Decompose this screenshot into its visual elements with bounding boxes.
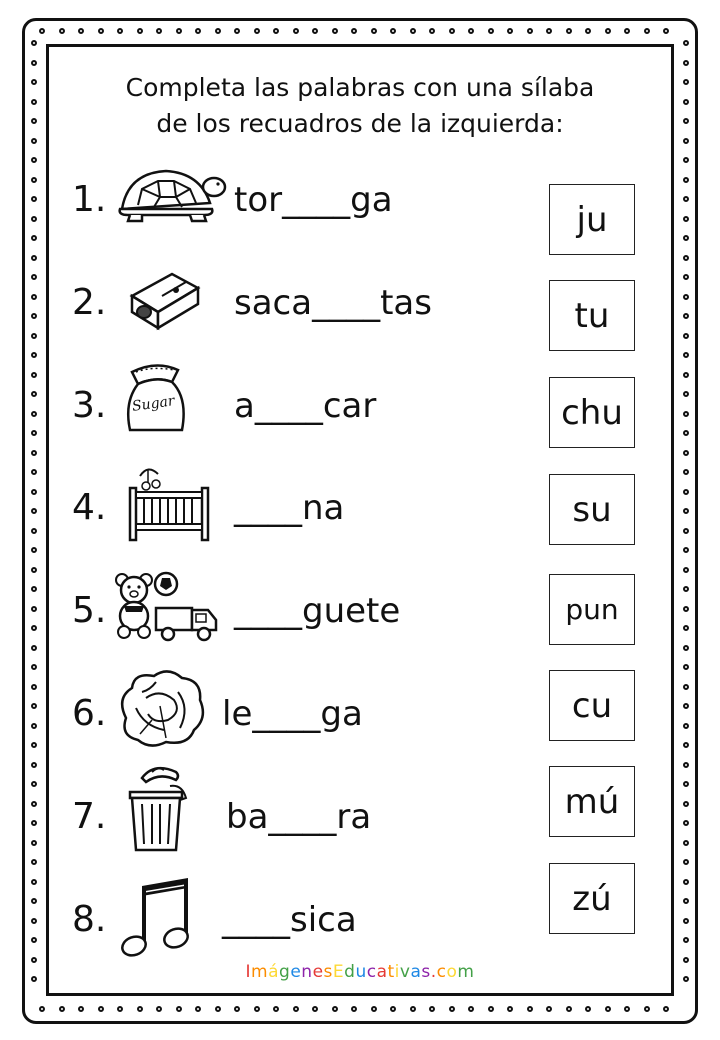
border-dot bbox=[683, 820, 689, 826]
crib-icon bbox=[124, 462, 214, 544]
border-dot bbox=[585, 28, 591, 34]
watermark-letter: t bbox=[387, 962, 395, 982]
watermark-letter: a bbox=[376, 962, 388, 982]
border-dot bbox=[78, 28, 84, 34]
border-dot bbox=[117, 28, 123, 34]
border-dot bbox=[31, 372, 37, 378]
border-dot bbox=[371, 1006, 377, 1012]
border-dot bbox=[31, 742, 37, 748]
border-dot bbox=[31, 489, 37, 495]
border-dot bbox=[410, 1006, 416, 1012]
border-dot bbox=[293, 28, 299, 34]
border-dot bbox=[31, 898, 37, 904]
watermark-letter: n bbox=[301, 962, 313, 982]
border-dot bbox=[332, 28, 338, 34]
border-dot bbox=[31, 430, 37, 436]
border-dot bbox=[585, 1006, 591, 1012]
border-dot bbox=[683, 411, 689, 417]
music-note-icon bbox=[118, 876, 192, 962]
border-dot bbox=[663, 1006, 669, 1012]
border-dot bbox=[683, 742, 689, 748]
border-dot bbox=[39, 1006, 45, 1012]
border-dot bbox=[31, 352, 37, 358]
border-dot bbox=[683, 333, 689, 339]
syllable-box-5: pun bbox=[549, 574, 635, 645]
border-dot bbox=[31, 274, 37, 280]
word-7: ba____ra bbox=[226, 797, 372, 837]
word-3: a____car bbox=[234, 386, 377, 426]
border-dot bbox=[683, 313, 689, 319]
border-dot bbox=[683, 489, 689, 495]
syllable-box-8: zú bbox=[549, 863, 635, 934]
border-dot bbox=[31, 723, 37, 729]
border-dot bbox=[644, 28, 650, 34]
border-dot bbox=[31, 177, 37, 183]
border-dot bbox=[683, 79, 689, 85]
border-dot bbox=[527, 1006, 533, 1012]
border-dot bbox=[566, 1006, 572, 1012]
syllable-box-3: chu bbox=[549, 377, 635, 448]
border-dot bbox=[332, 1006, 338, 1012]
item-number-7: 7. bbox=[72, 796, 107, 837]
border-dot bbox=[31, 60, 37, 66]
item-number-6: 6. bbox=[72, 693, 107, 734]
border-dot bbox=[390, 28, 396, 34]
border-dot bbox=[156, 1006, 162, 1012]
border-dot bbox=[137, 28, 143, 34]
border-dot bbox=[507, 1006, 513, 1012]
border-dot bbox=[31, 937, 37, 943]
border-dot bbox=[683, 879, 689, 885]
word-1: tor____ga bbox=[234, 180, 393, 220]
border-dot bbox=[683, 606, 689, 612]
border-dot bbox=[273, 1006, 279, 1012]
border-dot bbox=[31, 918, 37, 924]
border-dot bbox=[644, 1006, 650, 1012]
border-dot bbox=[176, 1006, 182, 1012]
border-dot bbox=[31, 216, 37, 222]
item-number-8: 8. bbox=[72, 899, 107, 940]
border-dot bbox=[31, 40, 37, 46]
turtle-icon bbox=[114, 165, 226, 223]
border-dot bbox=[683, 762, 689, 768]
watermark-letter: s bbox=[421, 962, 431, 982]
word-6: le____ga bbox=[222, 694, 363, 734]
syllable-box-2: tu bbox=[549, 280, 635, 351]
border-dot bbox=[31, 313, 37, 319]
watermark-letter: . bbox=[430, 962, 437, 982]
border-dot bbox=[683, 840, 689, 846]
border-dot bbox=[683, 118, 689, 124]
border-dot bbox=[31, 586, 37, 592]
border-dot bbox=[215, 28, 221, 34]
border-dot bbox=[488, 28, 494, 34]
border-dot bbox=[429, 1006, 435, 1012]
border-dot bbox=[195, 1006, 201, 1012]
border-dot bbox=[312, 1006, 318, 1012]
border-dot bbox=[31, 567, 37, 573]
border-dot bbox=[683, 274, 689, 280]
border-dot bbox=[683, 216, 689, 222]
border-dot bbox=[31, 664, 37, 670]
border-dot bbox=[31, 450, 37, 456]
border-dot bbox=[683, 469, 689, 475]
border-dot bbox=[31, 528, 37, 534]
border-dot bbox=[176, 28, 182, 34]
border-dot bbox=[468, 1006, 474, 1012]
instruction-line-1: Completa las palabras con una sílaba bbox=[125, 73, 595, 102]
border-dot bbox=[449, 1006, 455, 1012]
item-number-3: 3. bbox=[72, 385, 107, 426]
border-dot bbox=[546, 1006, 552, 1012]
border-dot bbox=[31, 606, 37, 612]
border-dot bbox=[312, 28, 318, 34]
watermark bbox=[200, 962, 520, 982]
border-dot bbox=[31, 879, 37, 885]
syllable-box-4: su bbox=[549, 474, 635, 545]
word-2: saca____tas bbox=[234, 283, 432, 323]
border-dot bbox=[546, 28, 552, 34]
border-dot bbox=[683, 372, 689, 378]
border-dot bbox=[683, 547, 689, 553]
border-dot bbox=[234, 1006, 240, 1012]
border-dot bbox=[254, 1006, 260, 1012]
border-dot bbox=[215, 1006, 221, 1012]
border-dot bbox=[624, 1006, 630, 1012]
word-4: ____na bbox=[234, 488, 345, 528]
border-dot bbox=[31, 976, 37, 982]
border-dot bbox=[624, 28, 630, 34]
border-dot bbox=[683, 352, 689, 358]
border-dot bbox=[31, 547, 37, 553]
border-dot bbox=[156, 28, 162, 34]
border-dot bbox=[31, 157, 37, 163]
border-dot bbox=[78, 1006, 84, 1012]
border-dot bbox=[683, 684, 689, 690]
watermark-letter: i bbox=[394, 962, 400, 982]
border-dot bbox=[31, 99, 37, 105]
border-dot bbox=[683, 898, 689, 904]
border-dot bbox=[683, 625, 689, 631]
border-dot bbox=[31, 411, 37, 417]
border-dot bbox=[605, 1006, 611, 1012]
item-number-1: 1. bbox=[72, 179, 107, 220]
border-dot bbox=[117, 1006, 123, 1012]
sugar-sack-icon bbox=[122, 358, 190, 434]
border-dot bbox=[683, 255, 689, 261]
syllable-box-7: mú bbox=[549, 766, 635, 837]
watermark-letter: c bbox=[366, 962, 377, 982]
border-dot bbox=[683, 99, 689, 105]
border-dot bbox=[351, 28, 357, 34]
border-dot bbox=[59, 1006, 65, 1012]
border-dot bbox=[98, 1006, 104, 1012]
watermark-letter: e bbox=[290, 962, 302, 982]
trash-can-icon bbox=[124, 764, 194, 854]
item-number-5: 5. bbox=[72, 590, 107, 631]
border-dot bbox=[31, 235, 37, 241]
border-dot bbox=[683, 918, 689, 924]
pencil-sharpener-icon bbox=[128, 266, 202, 334]
border-dot bbox=[31, 333, 37, 339]
border-dot bbox=[683, 664, 689, 670]
border-dot bbox=[31, 820, 37, 826]
watermark-letter: m bbox=[251, 962, 269, 982]
border-dot bbox=[39, 28, 45, 34]
border-dot bbox=[31, 684, 37, 690]
border-dot bbox=[31, 469, 37, 475]
border-dot bbox=[683, 450, 689, 456]
watermark-letter: s bbox=[323, 962, 333, 982]
border-dot bbox=[683, 586, 689, 592]
border-dot bbox=[31, 138, 37, 144]
border-dot bbox=[683, 294, 689, 300]
border-dot bbox=[683, 957, 689, 963]
border-dot bbox=[31, 957, 37, 963]
border-dot bbox=[59, 28, 65, 34]
border-dot bbox=[683, 528, 689, 534]
border-dot bbox=[31, 840, 37, 846]
watermark-letter: g bbox=[279, 962, 291, 982]
border-dot bbox=[410, 28, 416, 34]
word-5: ____guete bbox=[234, 591, 401, 631]
item-number-4: 4. bbox=[72, 487, 107, 528]
border-dot bbox=[683, 703, 689, 709]
watermark-letter: u bbox=[355, 962, 367, 982]
toys-icon bbox=[112, 570, 220, 644]
border-dot bbox=[683, 138, 689, 144]
instruction-line-2: de los recuadros de la izquierda: bbox=[156, 109, 564, 138]
border-dot bbox=[293, 1006, 299, 1012]
border-dot bbox=[683, 430, 689, 436]
border-dot bbox=[683, 781, 689, 787]
word-8: ____sica bbox=[222, 900, 357, 940]
sugar-label: Sugar bbox=[131, 393, 176, 415]
border-dot bbox=[31, 508, 37, 514]
border-dot bbox=[683, 60, 689, 66]
border-dot bbox=[31, 762, 37, 768]
border-dot bbox=[351, 1006, 357, 1012]
watermark-letter: d bbox=[344, 962, 356, 982]
border-dot bbox=[683, 391, 689, 397]
border-dot bbox=[683, 508, 689, 514]
border-dot bbox=[507, 28, 513, 34]
border-dot bbox=[683, 937, 689, 943]
border-dot bbox=[683, 801, 689, 807]
watermark-letter: E bbox=[332, 962, 345, 982]
border-dot bbox=[683, 567, 689, 573]
border-dot bbox=[683, 157, 689, 163]
border-dot bbox=[429, 28, 435, 34]
border-dot bbox=[31, 781, 37, 787]
watermark-letter: m bbox=[457, 962, 475, 982]
border-dot bbox=[31, 294, 37, 300]
watermark-letter: I bbox=[245, 962, 252, 982]
watermark-letter: e bbox=[312, 962, 324, 982]
border-dot bbox=[31, 859, 37, 865]
border-dot bbox=[371, 28, 377, 34]
border-dot bbox=[31, 255, 37, 261]
lettuce-icon bbox=[116, 668, 206, 748]
border-dot bbox=[683, 235, 689, 241]
border-dot bbox=[683, 976, 689, 982]
watermark-letter: á bbox=[268, 962, 280, 982]
syllable-box-6: cu bbox=[549, 670, 635, 741]
border-dot bbox=[683, 859, 689, 865]
border-dot bbox=[683, 723, 689, 729]
border-dot bbox=[31, 625, 37, 631]
border-dot bbox=[137, 1006, 143, 1012]
border-dot bbox=[31, 801, 37, 807]
watermark-letter: o bbox=[446, 962, 458, 982]
border-dot bbox=[663, 28, 669, 34]
border-dot bbox=[98, 28, 104, 34]
border-dot bbox=[566, 28, 572, 34]
border-dot bbox=[234, 28, 240, 34]
border-dot bbox=[254, 28, 260, 34]
border-dot bbox=[449, 28, 455, 34]
border-dot bbox=[273, 28, 279, 34]
border-dot bbox=[390, 1006, 396, 1012]
border-dot bbox=[31, 79, 37, 85]
border-dot bbox=[488, 1006, 494, 1012]
watermark-letter: c bbox=[436, 962, 447, 982]
border-dot bbox=[468, 28, 474, 34]
border-dot bbox=[683, 177, 689, 183]
border-dot bbox=[683, 196, 689, 202]
item-number-2: 2. bbox=[72, 282, 107, 323]
border-dot bbox=[605, 28, 611, 34]
border-dot bbox=[683, 645, 689, 651]
watermark-letter: v bbox=[399, 962, 411, 982]
border-dot bbox=[31, 703, 37, 709]
syllable-box-1: ju bbox=[549, 184, 635, 255]
border-dot bbox=[31, 118, 37, 124]
border-dot bbox=[683, 40, 689, 46]
watermark-letter: a bbox=[410, 962, 422, 982]
border-dot bbox=[527, 28, 533, 34]
border-dot bbox=[195, 28, 201, 34]
border-dot bbox=[31, 645, 37, 651]
border-dot bbox=[31, 391, 37, 397]
border-dot bbox=[31, 196, 37, 202]
